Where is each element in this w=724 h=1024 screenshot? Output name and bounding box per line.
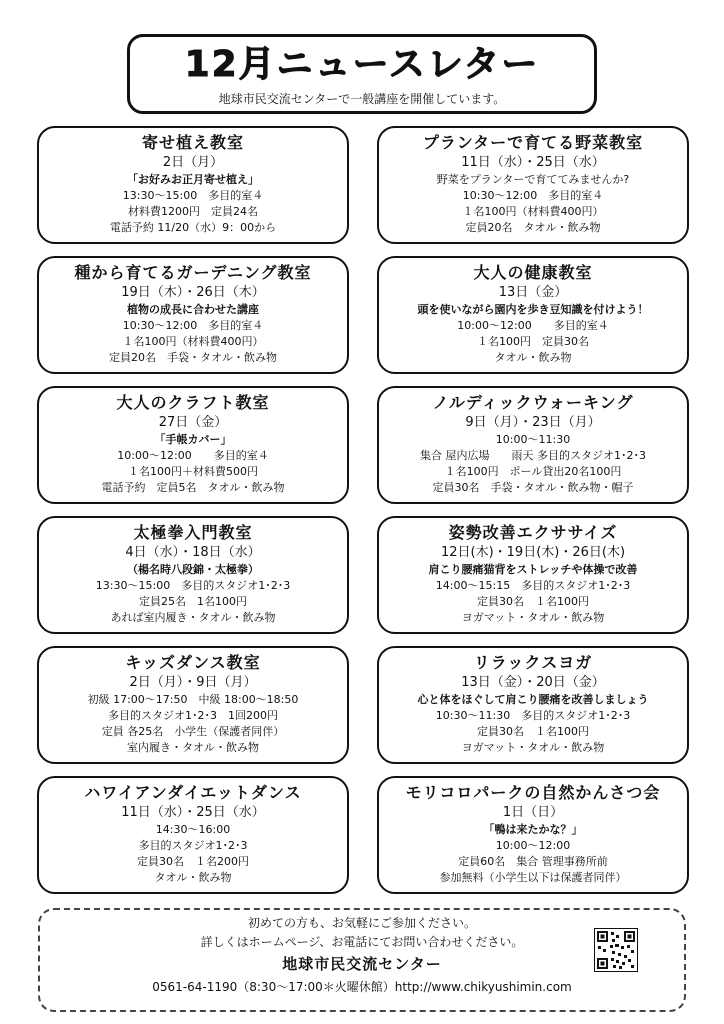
class-notes: 定員30名 手袋・タオル・飲み物・帽子 [432, 481, 634, 494]
class-notes: タオル・飲み物 [494, 351, 572, 364]
class-location: 集合 屋内広場 雨天 多目的スタジオ1･2･3 [420, 449, 646, 462]
class-time: 10:00〜12:00 多目的室４ [117, 449, 269, 462]
class-card-hawaiian-dance [37, 776, 349, 894]
class-card-yoseue [37, 126, 349, 244]
class-fee: １名100円＋材料費500円 [128, 465, 258, 478]
class-notes: ヨガマット・タオル・飲み物 [461, 741, 605, 754]
class-card-nordic-walking [377, 386, 689, 504]
class-notes: 定員20名 タオル・飲み物 [465, 221, 601, 234]
class-title: 種から育てるガーデニング教室 [74, 263, 312, 282]
class-time: 10:00〜12:00 多目的室４ [457, 319, 609, 332]
class-notes: 電話予約 定員5名 タオル・飲み物 [101, 481, 285, 494]
newsletter-header [127, 34, 597, 114]
class-title: 姿勢改善エクササイズ [448, 523, 618, 542]
class-fee: １名100円 定員30名 [477, 335, 589, 348]
class-date: 4日（水）・18日（水） [125, 545, 261, 560]
class-card-adult-health [377, 256, 689, 374]
class-card-posture-exercise [377, 516, 689, 634]
newsletter-title: 12月ニュースレター [184, 44, 540, 85]
class-date: 2日（月）・9日（月） [129, 675, 257, 690]
class-fee: １名100円（材料費400円） [462, 205, 604, 218]
qr-code-icon[interactable] [594, 928, 638, 972]
class-subtitle: 頭を使いながら園内を歩き豆知識を付けよう！ [417, 303, 649, 316]
class-location: 多目的スタジオ1･2･3 1回200円 [108, 709, 278, 722]
class-time: 10:00〜11:30 [495, 433, 571, 446]
class-fee: 材料費1200円 定員24名 [128, 205, 258, 218]
class-date: 12日(木)・19日(木)・26日(木) [440, 545, 626, 560]
class-date: 27日（金） [158, 415, 228, 430]
class-title: ノルディックウォーキング [432, 393, 634, 412]
class-subtitle: 植物の成長に合わせた講座 [127, 303, 259, 316]
class-subtitle: 「手帳カバー」 [154, 433, 232, 446]
class-fee: 定員25名 1名100円 [139, 595, 247, 608]
class-date: 13日（金）・20日（金） [461, 675, 605, 690]
class-fee: 定員60名 集合 管理事務所前 [458, 855, 608, 868]
class-date: 2日（月） [162, 155, 224, 170]
class-time: 14:00〜15:15 多目的スタジオ1･2･3 [435, 579, 631, 592]
class-card-kids-dance [37, 646, 349, 764]
class-notes: 定員20名 手袋・タオル・飲み物 [109, 351, 277, 364]
class-title: キッズダンス教室 [125, 653, 261, 672]
class-time: 13:30〜15:00 多目的スタジオ1･2･3 [95, 579, 291, 592]
class-date: 13日（金） [498, 285, 568, 300]
class-title: 太極拳入門教室 [133, 523, 253, 542]
class-title: 大人の健康教室 [473, 263, 593, 282]
class-title: モリコロパークの自然かんさつ会 [405, 783, 661, 802]
class-card-planter-vegetable [377, 126, 689, 244]
class-title: 寄せ植え教室 [141, 133, 244, 152]
class-subtitle: 「お好みお正月寄せ植え」 [127, 173, 259, 186]
class-time: 10:30〜12:00 多目的室４ [462, 189, 604, 202]
class-subtitle: 心と体をほぐして肩こり腰痛を改善しましょう [417, 693, 649, 706]
class-time: 14:30〜16:00 [155, 823, 231, 836]
class-time: 10:30〜11:30 多目的スタジオ1･2･3 [435, 709, 631, 722]
class-title: プランターで育てる野菜教室 [422, 133, 644, 152]
class-subtitle: 肩こり腰痛猫背をストレッチや体操で改善 [428, 563, 638, 576]
newsletter-subtitle: 地球市民交流センターで一般講座を開催しています。 [218, 92, 506, 106]
class-notes: ヨガマット・タオル・飲み物 [461, 611, 605, 624]
class-notes: あれば室内履き・タオル・飲み物 [110, 611, 276, 624]
class-date: 11日（水）・25日（水） [461, 155, 605, 170]
footer-invite-text: 初めての方も、お気軽にご参加ください。 [247, 916, 476, 930]
class-fee: 定員 各25名 小学生（保護者同伴） [101, 725, 285, 738]
class-date: 11日（水）・25日（水） [121, 805, 265, 820]
class-fee: １名100円（材料費400円） [122, 335, 264, 348]
class-card-gardening [37, 256, 349, 374]
class-notes: 参加無料（小学生以下は保護者同伴） [439, 871, 627, 884]
class-fee: 定員30名 １名100円 [477, 725, 589, 738]
class-card-taichi [37, 516, 349, 634]
class-date: 1日（日） [502, 805, 564, 820]
contact-footer [38, 908, 686, 1012]
class-subtitle: （楊名時八段錦・太極拳） [127, 563, 259, 576]
class-time: 初級 17:00〜17:50 中級 18:00〜18:50 [87, 693, 299, 706]
class-title: リラックスヨガ [473, 653, 593, 672]
class-card-nature-observation [377, 776, 689, 894]
contact-info[interactable]: 0561-64-1190（8:30〜17:00＊火曜休館）http://www.chikyushimin.com [152, 980, 572, 994]
class-subtitle: 野菜をプランターで育ててみませんか? [436, 173, 630, 186]
class-fee: 定員30名 １名100円 [477, 595, 589, 608]
center-name: 地球市民交流センター [282, 955, 442, 973]
class-date: 9日（月）・23日（月） [465, 415, 601, 430]
class-subtitle: 「鴨は来たかな？」 [483, 823, 583, 836]
class-card-adult-craft [37, 386, 349, 504]
class-title: ハワイアンダイエットダンス [84, 783, 302, 802]
class-time: 10:00〜12:00 [495, 839, 571, 852]
class-date: 19日（木）・26日（木） [121, 285, 265, 300]
class-notes: 電話予約 11/20（水）9：00から [109, 221, 277, 234]
class-notes: タオル・飲み物 [154, 871, 232, 884]
class-location: 多目的スタジオ1･2･3 [138, 839, 248, 852]
class-time: 10:30〜12:00 多目的室４ [122, 319, 264, 332]
class-fee: 定員30名 １名200円 [137, 855, 249, 868]
class-time: 13:30〜15:00 多目的室４ [122, 189, 264, 202]
class-fee: １名100円 ポール貸出20名100円 [444, 465, 622, 478]
class-card-relax-yoga [377, 646, 689, 764]
class-notes: 室内履き・タオル・飲み物 [127, 741, 259, 754]
class-title: 大人のクラフト教室 [116, 393, 270, 412]
footer-inquiry-text: 詳しくはホームページ、お電話にてお問い合わせください。 [200, 935, 524, 949]
